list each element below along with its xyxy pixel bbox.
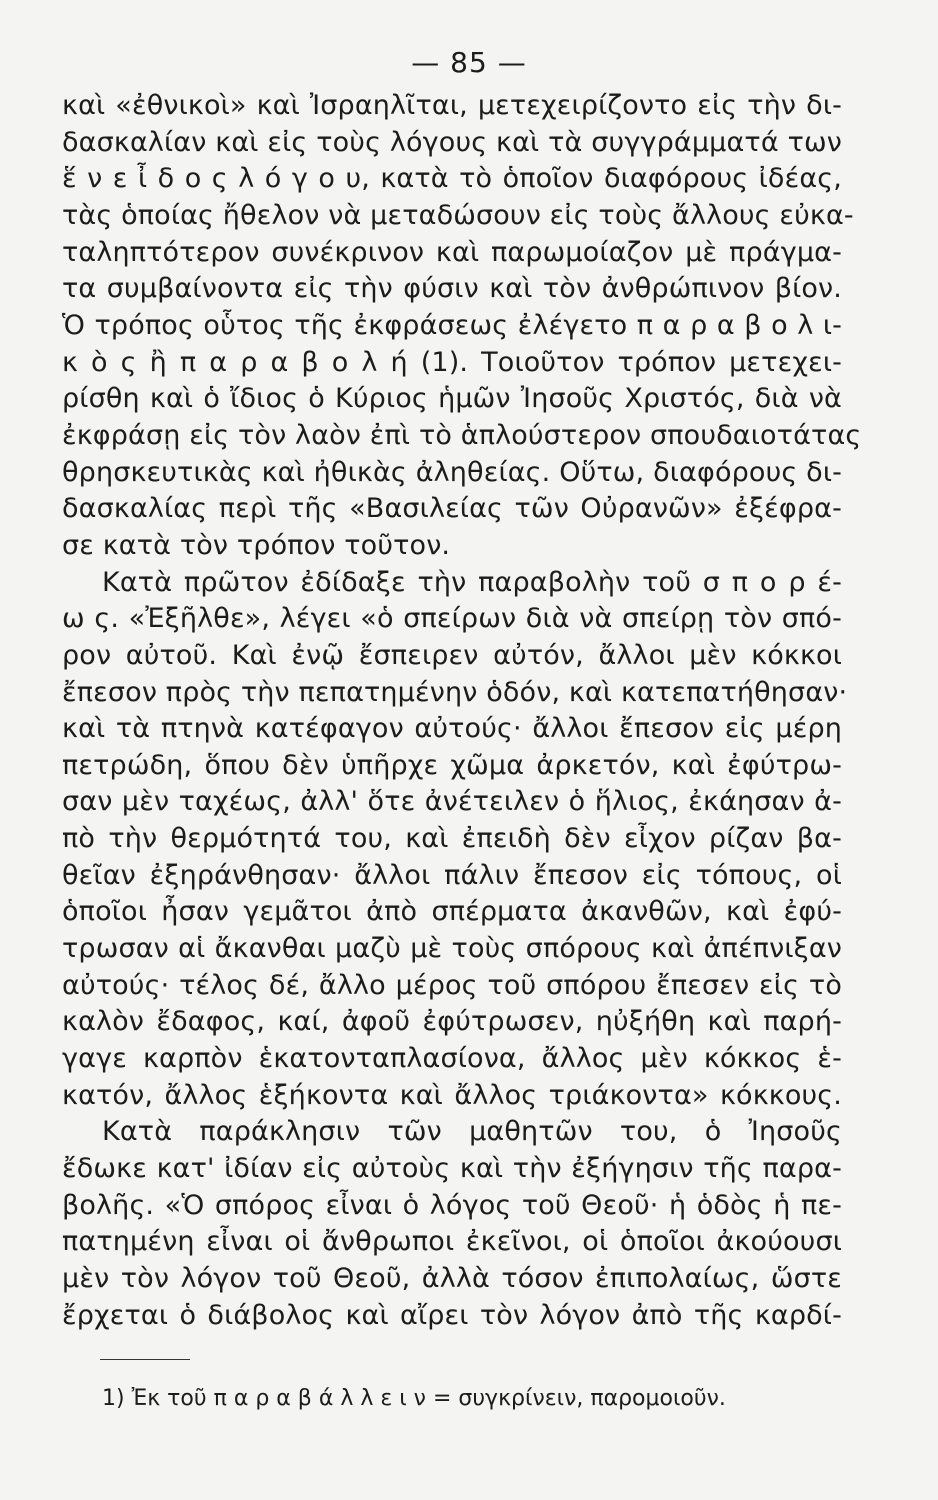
text-line: ἔδωκε κατ' ἰδίαν εἰς αὐτοὺς καὶ τὴν ἐξήγησιν τῆς παρα-: [62, 1153, 842, 1185]
text-line: αὐτούς· τέλος δέ, ἄλλο μέρος τοῦ σπόρου ἔπεσεν εἰς τὸ: [62, 969, 842, 1001]
text-line: σαν μὲν ταχέως, ἀλλ' ὅτε ἀνέτειλεν ὁ ἥλιος, ἐκάησαν ἀ-: [62, 786, 842, 818]
text-line: ὁποῖοι ἦσαν γεμᾶτοι ἀπὸ σπέρματα ἀκανθῶν, καὶ ἐφύ-: [62, 896, 842, 928]
text-line: ρίσθη καὶ ὁ ἴδιος ὁ Κύριος ἡμῶν Ἰησοῦς Χριστός, διὰ νὰ: [62, 383, 842, 415]
text-line: τὰς ὁποίας ἤθελον νὰ μεταδώσουν εἰς τοὺς ἄλλους εὐκα-: [62, 199, 854, 231]
text-line: καλὸν ἔδαφος, καί, ἀφοῦ ἐφύτρωσεν, ηὐξήθη καὶ παρή-: [62, 1006, 842, 1038]
text-line: δασκαλίαν καὶ εἰς τοὺς λόγους καὶ τὰ συγγράμματά των: [62, 126, 842, 158]
body-text: [62, 88, 862, 1334]
text-line: ἐκφράσῃ εἰς τὸν λαὸν ἐπὶ τὸ ἁπλούστερον σπουδαιοτάτας: [62, 419, 862, 451]
text-line: πὸ τὴν θερμότητά του, καὶ ἐπειδὴ δὲν εἶχον ρίζαν βα-: [62, 823, 842, 855]
text-line: ἔπεσον πρὸς τὴν πεπατημένην ὁδόν, καὶ κατεπατήθησαν·: [62, 676, 848, 708]
text-line: Κατὰ πρῶτον ἐδίδαξε τὴν παραβολὴν τοῦ σ π ο ρ έ-: [102, 566, 842, 598]
text-line: πετρώδη, ὅπου δὲν ὑπῆρχε χῶμα ἀρκετόν, καὶ ἐφύτρω-: [62, 749, 842, 781]
text-line: ω ς. «Ἐξῆλθε», λέγει «ὁ σπείρων διὰ νὰ σπείρῃ τὸν σπό-: [62, 603, 842, 635]
text-line: πατημένη εἶναι οἱ ἄνθρωποι ἐκεῖνοι, οἱ ὁποῖοι ἀκούουσι: [62, 1226, 842, 1258]
text-line: κ ὸ ς ἢ π α ρ α β ο λ ή (1). Τοιοῦτον τρόπον μετεχει-: [62, 346, 842, 378]
text-line: σε κατὰ τὸν τρόπον τοῦτον.: [62, 529, 451, 561]
text-line: θεῖαν ἐξηράνθησαν· ἄλλοι πάλιν ἔπεσον εἰς τόπους, οἱ: [62, 859, 842, 891]
text-line: τρωσαν αἱ ἄκανθαι μαζὺ μὲ τοὺς σπόρους καὶ ἀπέπνιξαν: [62, 933, 842, 965]
text-line: καὶ τὰ πτηνὰ κατέφαγον αὐτούς· ἄλλοι ἔπεσον εἰς μέρη: [62, 713, 842, 745]
text-line: ταληπτότερον συνέκρινον καὶ παρωμοίαζον μὲ πράγμα-: [62, 236, 842, 268]
text-line: καὶ «ἐθνικοὶ» καὶ Ἰσραηλῖται, μετεχειρίζοντο εἰς τὴν δι-: [62, 90, 842, 121]
text-line: θρησκευτικὰς καὶ ἠθικὰς ἀληθείας. Οὕτω, διαφόρους δι-: [62, 456, 842, 488]
text-line: τα συμβαίνοντα εἰς τὴν φύσιν καὶ τὸν ἀνθρώπινον βίον.: [62, 273, 842, 305]
text-line: κατόν, ἄλλος ἑξήκοντα καὶ ἄλλος τριάκοντα» κόκκους.: [62, 1079, 842, 1111]
text-line: Κατὰ παράκλησιν τῶν μαθητῶν του, ὁ Ἰησοῦς: [102, 1116, 842, 1148]
text-line: Ὁ τρόπος οὗτος τῆς ἐκφράσεως ἐλέγετο π α ρ α β ο λ ι-: [62, 309, 842, 341]
text-line: βολῆς. «Ὁ σπόρος εἶναι ὁ λόγος τοῦ Θεοῦ· ἡ ὁδὸς ἡ πε-: [62, 1189, 842, 1221]
text-line: ρον αὐτοῦ. Καὶ ἐνῷ ἔσπειρεν αὐτόν, ἄλλοι μὲν κόκκοι: [62, 639, 842, 671]
footnote-separator: [100, 1359, 190, 1360]
text-line: γαγε καρπὸν ἑκατονταπλασίονα, ἄλλος μὲν κόκκος ἑ-: [62, 1043, 842, 1075]
footnote: 1) Ἐκ τοῦ π α ρ α β ά λ λ ε ι ν = συγκρίνειν, παρομοιοῦν.: [102, 1386, 726, 1411]
text-line: δασκαλίας περὶ τῆς «Βασιλείας τῶν Οὐρανῶν» ἐξέφρα-: [62, 493, 842, 525]
page-number: — 85 —: [411, 46, 527, 79]
text-line: ἕ ν ε ἶ δ ο ς λ ό γ ο υ, κατὰ τὸ ὁποῖον διαφόρους ἰδέας,: [62, 163, 842, 195]
text-line: ἔρχεται ὁ διάβολος καὶ αἴρει τὸν λόγον ἀπὸ τῆς καρδί-: [62, 1299, 842, 1331]
text-line: μὲν τὸν λόγον τοῦ Θεοῦ, ἀλλὰ τόσον ἐπιπολαίως, ὥστε: [62, 1263, 842, 1294]
